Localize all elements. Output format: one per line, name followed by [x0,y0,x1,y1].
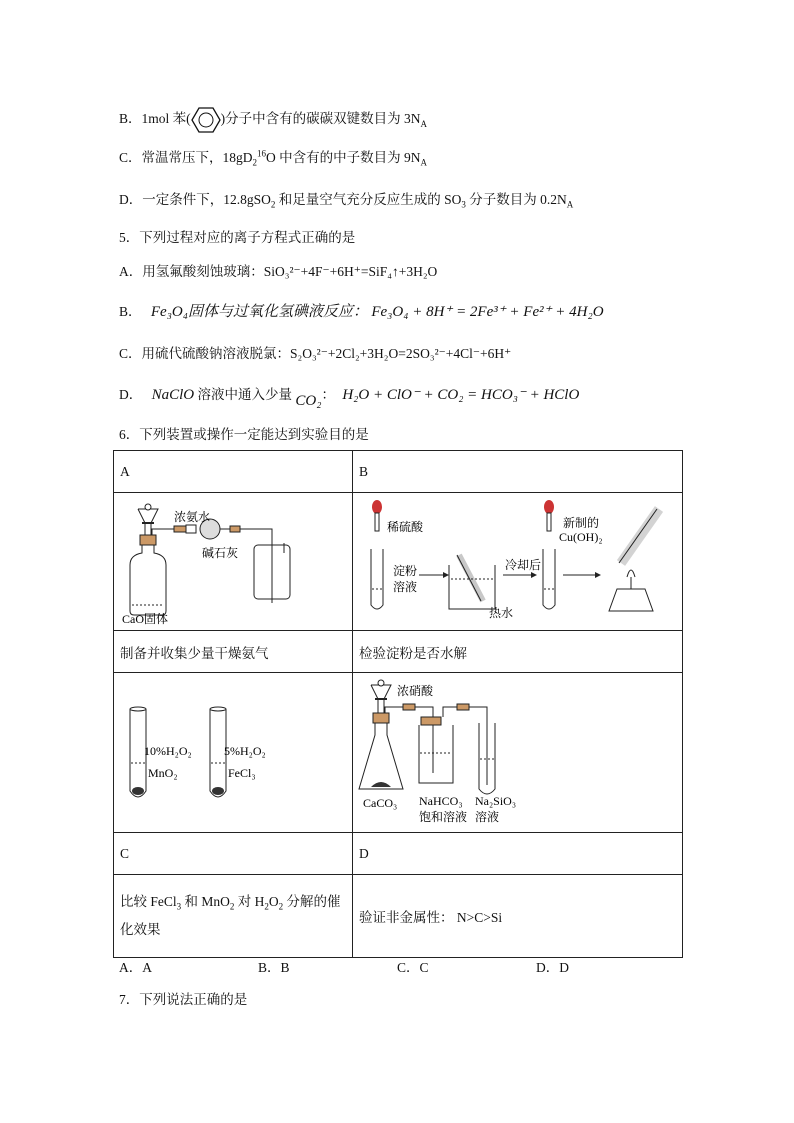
q6-option-b[interactable]: B．B [258,960,290,975]
svg-text:10%H₂O₂: 10%H₂O₂ [144,744,192,758]
q5-b-description: Fe₃O₄固体与过氧化氢碘液反应： [150,304,368,320]
svg-text:浓硝酸: 浓硝酸 [397,684,434,698]
svg-text:Na₂SiO₃: Na₂SiO₃ [475,794,517,808]
q5-option-c: C．用硫代硫酸钠溶液脱氯：S₂O₃²⁻+2Cl₂+3H₂O=2SO₃²⁻+4Cl⁻+6H⁺ [119,346,512,361]
q5-stem: 5．下列过程对应的离子方程式正确的是 [119,230,356,245]
catalyst-comparison-diagram [114,673,351,828]
svg-text:MnO₂: MnO₂ [148,766,178,780]
q5-option-d: D． NaClO 溶液中通入少量 CO₂： H₂O + ClO⁻ + CO₂ = HCO₃⁻ + HClO [119,387,580,409]
figure-d [353,673,683,833]
cell-label-b: B [353,451,683,493]
svg-text:溶液: 溶液 [393,580,418,594]
q4-option-b: B．1mol 苯( )分子中含有的碳碳双键数目为 $3N_A$ [119,107,427,133]
q6-stem: 6．下列装置或操作一定能达到实验目的是 [119,427,369,442]
q6-option-c[interactable]: C．C [397,960,429,975]
svg-text:热水: 热水 [489,606,514,620]
svg-text:Cu(OH)₂: Cu(OH)₂ [559,530,603,544]
q5-option-a: A．用氢氟酸刻蚀玻璃：SiO₃²⁻+4F⁻+6H⁺=SiF₄↑+3H₂O [119,264,438,279]
svg-text:FeCl₃: FeCl₃ [228,766,256,780]
svg-text:浓氨水: 浓氨水 [174,510,211,524]
svg-text:新制的: 新制的 [563,516,600,530]
caption-d: 验证非金属性： N>C>Si [353,875,683,958]
q5-option-b: B． Fe₃O₄固体与过氧化氢碘液反应： Fe₃O₄ + 8H⁺ = 2Fe³⁺ + Fe²⁺ + 4H₂O [119,304,604,320]
svg-text:5%H₂O₂: 5%H₂O₂ [224,744,266,758]
starch-hydrolysis-diagram [353,493,681,626]
svg-text:稀硫酸: 稀硫酸 [387,520,424,534]
q4-b-prefix: B．1mol 苯( [119,111,191,127]
svg-text:碱石灰: 碱石灰 [202,546,239,560]
svg-text:饱和溶液: 饱和溶液 [419,810,468,824]
caption-b: 检验淀粉是否水解 [353,631,683,673]
q4-d-text: D．一定条件下，12.8gSO [119,192,271,207]
benzene-ring-icon [191,107,221,133]
svg-text:NaHCO₃: NaHCO₃ [419,794,463,808]
q5-c-equation: S₂O₃²⁻+2Cl₂+3H₂O=2SO₃²⁻+4Cl⁻+6H⁺ [290,346,512,361]
q7-stem: 7．下列说法正确的是 [119,992,248,1007]
q6-table [113,450,683,958]
q4-option-c: C．常温常压下，$18gD_2^{16}O$ 中含有的中子数目为 $9N_A$ [119,148,428,168]
figure-b [353,493,683,631]
ammonia-apparatus-diagram [114,493,351,626]
svg-text:溶液: 溶液 [475,810,500,824]
figure-c [114,673,353,833]
figure-a [114,493,353,631]
q4-option-d: D．一定条件下，12.8gSO$_2$ 和足量空气充分反应生成的 $SO_3$ 分子数目为 $0.2N_A$ [119,192,574,210]
q4-b-suffix: )分子中含有的碳碳双键数目为 3N [220,111,421,127]
caption-a: 制备并收集少量干燥氨气 [114,631,353,673]
q6-option-a[interactable]: A．A [119,960,152,975]
q5-b-equation: Fe₃O₄ + 8H⁺ = 2Fe³⁺ + Fe²⁺ + 4H₂O [371,304,604,320]
svg-text:冷却后: 冷却后 [505,558,542,572]
cell-label-d: D [353,833,683,875]
svg-text:CaCO₃: CaCO₃ [363,796,398,810]
caption-c: 比较 FeCl$_3$ 和 MnO$_2$ 对 $H_2O_2$ 分解的催 化效果 [114,875,353,958]
q6-option-d[interactable]: D．D [536,960,569,975]
q5-a-equation: SiO₃²⁻+4F⁻+6H⁺=SiF₄↑+3H₂O [263,264,438,279]
nonmetal-comparison-diagram [353,673,681,828]
cell-label-a: A [114,451,353,493]
svg-text:CaO固体: CaO固体 [122,612,168,626]
q5-d-equation: H₂O + ClO⁻ + CO₂ = HCO₃⁻ + HClO [342,387,580,403]
q4-c-text: C．常温常压下，18gD [119,150,253,165]
cell-label-c: C [114,833,353,875]
svg-text:淀粉: 淀粉 [393,564,418,578]
